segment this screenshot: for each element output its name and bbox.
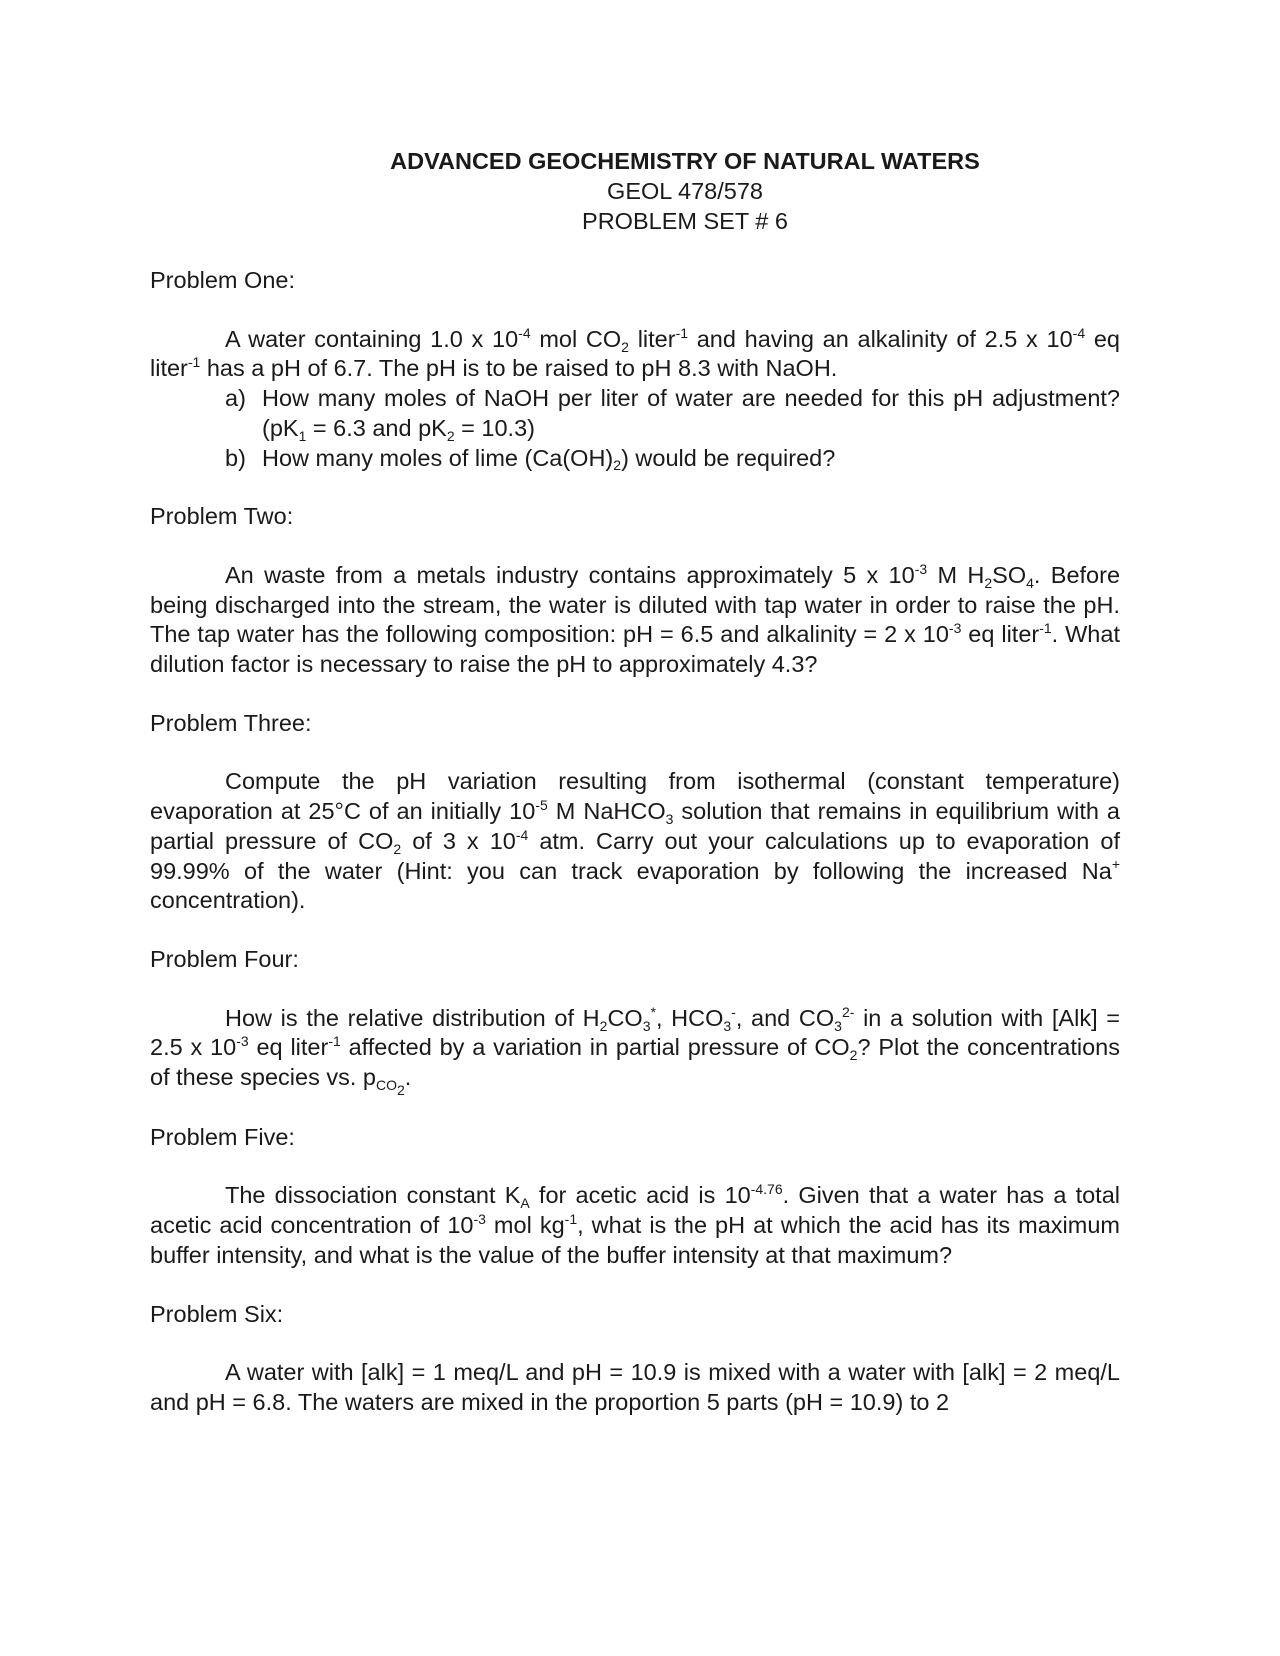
problem-one-text: A water containing 1.0 x $10^{-4}$ mol $CO_2$ liter$^{-1}$ and having an alkalinity of 2.5 x $10^{-4}$ eq liter$^{-1}$ has a pH of 6.7. The pH is to be raised to pH 8.3 with NaOH.	[150, 324, 1120, 382]
problem-three-heading: Problem Three:	[150, 709, 312, 736]
problem-five-heading: Problem Five:	[150, 1123, 295, 1150]
problem-two-text: An waste from a metals industry contains approximately 5 x $10^{-3}$ M $H_2SO_4$. Before being discharged into the stream, the water is diluted with tap water in order to raise the pH. The tap water has the following composition: pH = 6.5 and alkalinity = 2 x $10^{-3}$ eq liter$^{-1}$. What dilution factor is necessary to raise the pH to approximately 4.3?	[150, 560, 1121, 678]
problem-four-heading: Problem Four:	[150, 945, 299, 972]
course-code: GEOL 478/578	[607, 178, 763, 204]
problem-set-label: PROBLEM SET # 6	[582, 208, 788, 234]
document-title: ADVANCED GEOCHEMISTRY OF NATURAL WATERS	[390, 148, 980, 174]
problem-one-questions	[150, 384, 1120, 473]
problem-one-question-b: b) How many moles of lime $(Ca(OH)_2)$ would be required?	[225, 444, 836, 474]
problem-one-heading: Problem One:	[150, 267, 295, 293]
problem-three-text: Compute the pH variation resulting from isothermal (constant temperature) evaporation at 25°C of an initially $10^{-5}$ M NaHCO$_3$ solution that remains in equilibrium with a partial pressure of $CO_2$ of 3 x $10^{-4}$ atm. Carry out your calculations up to evaporation of 99.99% of the water (Hint: you can track evaporation by following the increased Na+ concentration).	[150, 768, 1120, 914]
document-page	[150, 146, 1120, 1418]
problem-one-question-a: a) How many moles of NaOH per liter of water are needed for this pH adjustment? ($pK_1 = 6.3$ and $pK_2 = 10.3$)	[225, 385, 1120, 444]
problem-four-text: How is the relative distribution of $H_2CO_3^*$, $HCO_3^-$, and $CO_3^{2-}$ in a solution with [Alk] = 2.5 x $10^{-3}$ eq liter$^{-1}$ affected by a variation in partial pressure of $CO_2$? Plot the concentrations of these species vs. $p_{CO_2}$.	[150, 1003, 1120, 1098]
problem-six-text: A water with [alk] = 1 meq/L and pH = 10.9 is mixed with a water with [alk] = 2 meq/L and pH = 6.8. The waters are mixed in the proportion 5 parts (pH = 10.9) to 2	[150, 1359, 1120, 1415]
problem-five-text: The dissociation constant $K_A$ for acetic acid is $10^{-4.76}$. Given that a water has a total acetic acid concentration of $10^{-3}$ mol $kg^{-1}$, what is the pH at which the acid has its maximum buffer intensity, and what is the value of the buffer intensity at that maximum?	[150, 1181, 1121, 1268]
title-block	[280, 146, 1090, 236]
problem-two-heading: Problem Two:	[150, 503, 294, 530]
problem-six-heading: Problem Six:	[150, 1300, 284, 1327]
